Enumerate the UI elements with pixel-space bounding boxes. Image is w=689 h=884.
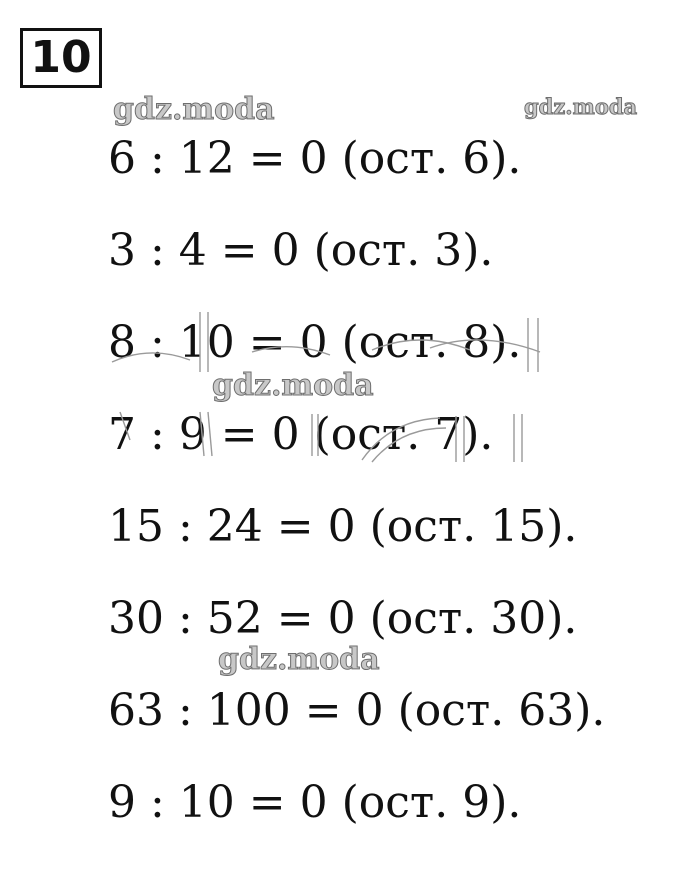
equation-list	[108, 128, 605, 864]
watermark-logo: gdz.moda	[218, 642, 380, 677]
watermark-logo: gdz.moda	[524, 94, 638, 119]
equation-line: 30 : 52 = 0 (ост. 30).	[108, 593, 578, 644]
watermark-logo: gdz.moda	[113, 92, 275, 127]
equation-line: 7 : 9 = 0 (ост. 7).	[108, 409, 494, 460]
equation-line: 15 : 24 = 0 (ост. 15).	[108, 501, 578, 552]
task-number-box	[20, 28, 102, 88]
equation-line: 6 : 12 = 0 (ост. 6).	[108, 133, 522, 184]
equation-line: 9 : 10 = 0 (ост. 9).	[108, 777, 522, 828]
watermark-logo: gdz.moda	[212, 368, 374, 403]
equation-line: 63 : 100 = 0 (ост. 63).	[108, 685, 606, 736]
equation-line: 3 : 4 = 0 (ост. 3).	[108, 225, 494, 276]
equation-line: 8 : 10 = 0 (ост. 8).	[108, 317, 522, 368]
task-number: 10	[30, 32, 92, 83]
